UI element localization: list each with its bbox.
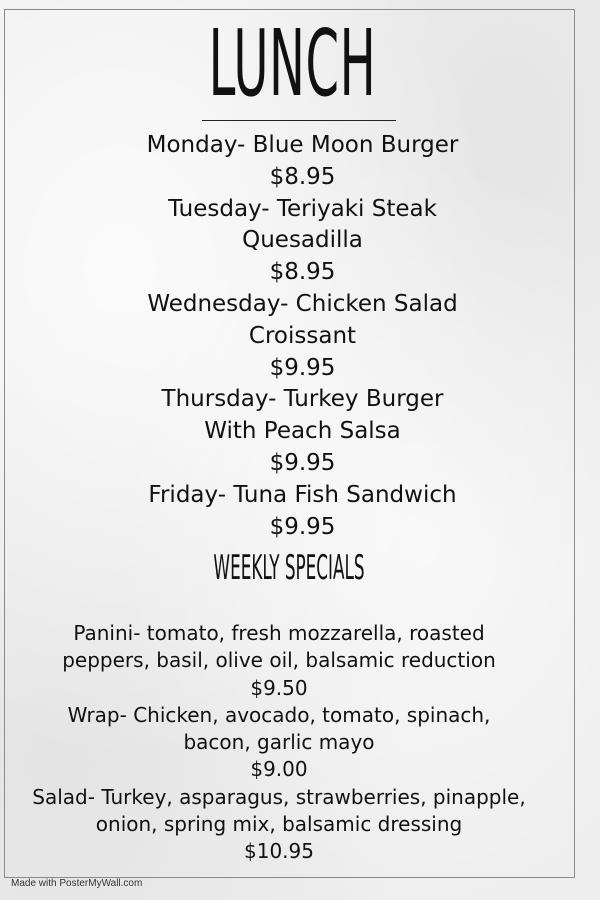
menu-item-thursday-name-cont: With Peach Salsa [204,418,401,445]
special-wrap-desc: Wrap- Chicken, avocado, tomato, spinach, [67,702,491,727]
special-wrap-price: $9.00 [250,757,308,782]
menu-item-friday-price: $9.95 [269,513,336,540]
special-panini-price: $9.50 [250,675,308,700]
weekly-specials-heading: WEEKLY SPECIALS [213,548,365,588]
special-salad-price: $10.95 [244,839,314,864]
title-underline [202,120,396,121]
specials-list [0,620,558,866]
special-salad-desc-cont: onion, spring mix, balsamic dressing [95,812,463,837]
footer-credit: Made with PosterMyWall.com [11,878,143,889]
special-wrap-desc-cont: bacon, garlic mayo [183,730,375,755]
menu-item-tuesday-price: $8.95 [269,259,336,286]
menu-item-thursday-price: $9.95 [269,449,336,476]
page-title: LUNCH [208,10,377,117]
menu-item-friday-name: Friday- Tuna Fish Sandwich [148,481,457,508]
menu-item-monday-price: $8.95 [269,163,336,190]
menu-item-wednesday-name-cont: Croissant [248,322,357,349]
menu-item-thursday-name: Thursday- Turkey Burger [161,386,444,413]
menu-item-wednesday-name: Wednesday- Chicken Salad [147,290,458,317]
menu-item-tuesday-name-cont: Quesadilla [242,227,363,254]
menu-item-monday-name: Monday- Blue Moon Burger [146,132,459,158]
lunch-menu [0,130,600,543]
menu-item-wednesday-price: $9.95 [269,354,336,381]
menu-item-tuesday-name: Tuesday- Teriyaki Steak [168,195,437,222]
special-panini-desc-cont: peppers, basil, olive oil, balsamic reduction [62,648,496,673]
special-panini-desc: Panini- tomato, fresh mozzarella, roasted [73,621,485,645]
special-salad-desc: Salad- Turkey, asparagus, strawberries, pinapple, [32,784,526,809]
